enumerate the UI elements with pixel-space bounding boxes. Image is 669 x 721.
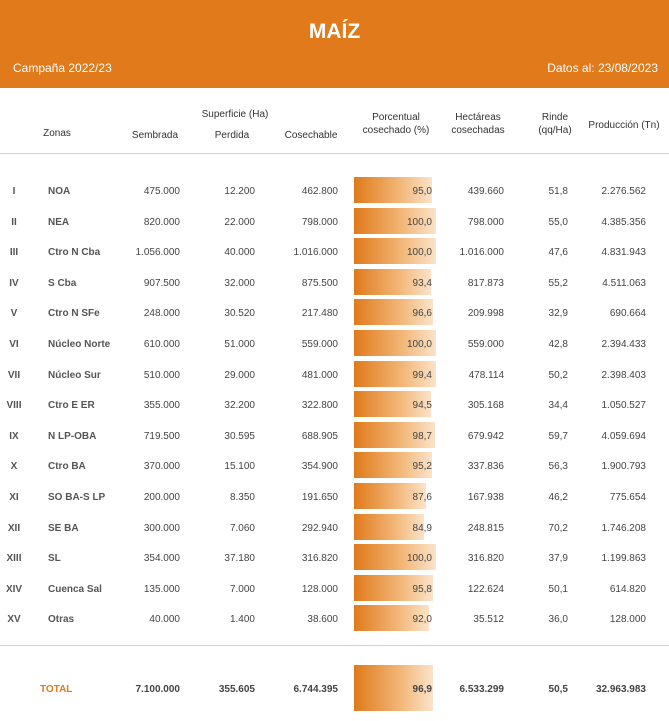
hectareas-cell: 316.820 <box>467 553 504 565</box>
row-number: IV <box>9 277 19 289</box>
total-cosechable: 6.744.395 <box>293 684 338 695</box>
rinde-cell: 55,0 <box>548 216 568 228</box>
row-number: VI <box>9 339 19 350</box>
produccion-cell: 4.831.943 <box>601 247 646 259</box>
zone-name: Ctro N SFe <box>48 308 100 320</box>
total-hectareas: 6.533.299 <box>459 684 504 695</box>
row-number: XI <box>9 492 19 503</box>
cosechable-cell: 38.600 <box>307 614 338 626</box>
col-header-zonas: Zonas <box>43 128 71 139</box>
row-number: XV <box>7 614 21 626</box>
perdida-cell: 12.200 <box>224 186 255 197</box>
cosechable-cell: 688.905 <box>301 430 338 442</box>
hectareas-cell: 122.624 <box>467 583 504 595</box>
produccion-cell: 128.000 <box>609 614 646 626</box>
col-header-produccion: Producción (Tn) <box>588 120 660 131</box>
cosechable-cell: 322.800 <box>301 400 338 412</box>
perdida-cell: 15.100 <box>224 461 255 473</box>
sembrada-cell: 475.000 <box>143 186 180 197</box>
campaign-label: Campaña 2022/23 <box>13 61 112 75</box>
rinde-cell: 34,4 <box>548 400 568 412</box>
col-header-superficie: Superficie (Ha) <box>201 109 269 120</box>
col-header-rinde-line2: (qq/Ha) <box>538 125 572 136</box>
cosechable-cell: 875.500 <box>301 277 338 289</box>
table-row <box>0 453 669 479</box>
row-number: II <box>11 216 17 228</box>
table-row <box>0 178 669 204</box>
zone-name: Ctro E ER <box>48 400 95 412</box>
data-date-label: Datos al: 23/08/2023 <box>547 61 658 75</box>
percent-cell: 95,0 <box>412 186 432 197</box>
table-row <box>0 606 669 632</box>
col-header-rinde <box>530 111 580 137</box>
rinde-cell: 46,2 <box>548 492 568 503</box>
perdida-cell: 30.520 <box>224 308 255 320</box>
percent-cell: 95,8 <box>412 583 432 595</box>
col-header-cosechable: Cosechable <box>284 130 338 141</box>
hectareas-cell: 167.938 <box>467 492 504 503</box>
hectareas-cell: 248.815 <box>467 522 504 534</box>
produccion-cell: 4.059.694 <box>601 430 646 442</box>
col-header-hectareas-line1: Hectáreas <box>455 112 501 123</box>
percent-cell: 100,0 <box>406 247 432 259</box>
produccion-cell: 4.385.356 <box>601 216 646 228</box>
zone-name: Ctro BA <box>48 461 86 473</box>
total-label: TOTAL <box>40 684 73 695</box>
table-row <box>0 576 669 602</box>
zone-name: N LP-OBA <box>48 430 97 442</box>
rinde-cell: 70,2 <box>548 522 568 534</box>
rinde-cell: 42,8 <box>548 339 568 350</box>
rinde-cell: 36,0 <box>548 614 568 626</box>
rinde-cell: 37,9 <box>548 553 568 565</box>
perdida-cell: 51.000 <box>224 339 255 350</box>
header-banner <box>0 0 669 88</box>
percent-cell: 92,0 <box>412 614 432 626</box>
row-number: XII <box>7 522 21 534</box>
table-row <box>0 300 669 326</box>
col-header-porcentual-line2: cosechado (%) <box>362 125 430 136</box>
cosechable-cell: 316.820 <box>301 553 338 565</box>
col-header-porcentual <box>354 111 438 137</box>
percent-cell: 100,0 <box>406 553 432 565</box>
perdida-cell: 29.000 <box>224 369 255 381</box>
produccion-cell: 1.199.863 <box>601 553 646 565</box>
hectareas-cell: 35.512 <box>473 614 504 626</box>
percent-cell: 100,0 <box>406 339 432 350</box>
hectareas-cell: 798.000 <box>467 216 504 228</box>
sembrada-cell: 370.000 <box>143 461 180 473</box>
sembrada-cell: 355.000 <box>143 400 180 412</box>
col-header-perdida: Perdida <box>214 130 250 141</box>
zone-name: Otras <box>48 614 75 626</box>
produccion-cell: 1.746.208 <box>601 522 646 534</box>
produccion-cell: 775.654 <box>609 492 646 503</box>
hectareas-cell: 209.998 <box>467 308 504 320</box>
zone-name: NEA <box>48 216 70 228</box>
rinde-cell: 47,6 <box>548 247 568 259</box>
sembrada-cell: 354.000 <box>143 553 180 565</box>
perdida-cell: 32.000 <box>224 277 255 289</box>
zone-name: SE BA <box>48 522 79 534</box>
row-number: XIII <box>6 553 22 565</box>
rinde-cell: 56,3 <box>548 461 568 473</box>
perdida-cell: 37.180 <box>224 553 255 565</box>
hectareas-cell: 439.660 <box>467 186 504 197</box>
cosechable-cell: 191.650 <box>301 492 338 503</box>
total-rinde: 50,5 <box>548 684 568 695</box>
sembrada-cell: 610.000 <box>143 339 180 350</box>
row-number: VIII <box>6 400 22 412</box>
percent-cell: 99,4 <box>412 369 432 381</box>
row-number: IX <box>9 430 19 442</box>
rinde-cell: 50,2 <box>548 369 568 381</box>
cosechable-cell: 462.800 <box>301 186 338 197</box>
total-percent: 96,9 <box>412 684 432 695</box>
row-number: I <box>12 186 16 197</box>
row-number: X <box>10 461 18 473</box>
total-sembrada: 7.100.000 <box>135 684 180 695</box>
col-header-porcentual-line1: Porcentual <box>372 112 420 123</box>
sembrada-cell: 907.500 <box>143 277 180 289</box>
produccion-cell: 2.394.433 <box>601 339 646 350</box>
rinde-cell: 32,9 <box>548 308 568 320</box>
sembrada-cell: 820.000 <box>143 216 180 228</box>
total-produccion: 32.963.983 <box>595 684 646 695</box>
zone-name: Núcleo Sur <box>48 369 101 381</box>
table-row <box>0 331 669 357</box>
cosechable-cell: 1.016.000 <box>293 247 338 259</box>
table-row <box>0 423 669 449</box>
hectareas-cell: 337.836 <box>467 461 504 473</box>
zone-name: SO BA-S LP <box>48 492 106 503</box>
row-number: V <box>10 308 18 320</box>
sembrada-cell: 248.000 <box>143 308 180 320</box>
row-number: III <box>9 247 19 259</box>
col-header-hectareas <box>440 111 516 137</box>
cosechable-cell: 292.940 <box>301 522 338 534</box>
cosechable-cell: 798.000 <box>301 216 338 228</box>
percent-cell: 96,6 <box>412 308 432 320</box>
col-header-sembrada: Sembrada <box>131 130 179 141</box>
hectareas-cell: 679.942 <box>467 430 504 442</box>
percent-cell: 94,5 <box>412 400 432 412</box>
row-number: XIV <box>5 583 23 595</box>
cosechable-cell: 481.000 <box>301 369 338 381</box>
sembrada-cell: 40.000 <box>149 614 180 626</box>
table-row <box>0 270 669 296</box>
percent-cell: 98,7 <box>412 430 432 442</box>
sembrada-cell: 300.000 <box>143 522 180 534</box>
table-row <box>0 362 669 388</box>
cosechable-cell: 217.480 <box>301 308 338 320</box>
hectareas-cell: 817.873 <box>467 277 504 289</box>
hectareas-cell: 478.114 <box>468 369 504 381</box>
perdida-cell: 7.000 <box>229 583 255 595</box>
col-header-rinde-line1: Rinde <box>541 112 569 123</box>
total-row <box>0 665 669 711</box>
zone-name: S Cba <box>48 277 77 289</box>
cosechable-cell: 559.000 <box>301 339 338 350</box>
perdida-cell: 22.000 <box>224 216 255 228</box>
zone-name: SL <box>48 553 61 565</box>
page-title: MAÍZ <box>308 20 361 43</box>
total-divider <box>0 645 669 646</box>
percent-cell: 93,4 <box>412 277 432 289</box>
percent-cell: 87,6 <box>412 492 432 503</box>
rinde-cell: 59,7 <box>548 430 568 442</box>
sembrada-cell: 1.056.000 <box>135 247 180 259</box>
produccion-cell: 2.398.403 <box>601 369 646 381</box>
percent-cell: 84,9 <box>412 522 432 534</box>
percent-cell: 95,2 <box>412 461 432 473</box>
perdida-cell: 30.595 <box>224 430 255 442</box>
zone-name: Cuenca Sal <box>48 583 102 595</box>
table-row <box>0 392 669 418</box>
header-divider <box>0 153 669 154</box>
produccion-cell: 1.900.793 <box>601 461 646 473</box>
cosechable-cell: 128.000 <box>301 583 338 595</box>
table-row <box>0 209 669 235</box>
hectareas-cell: 305.168 <box>467 400 504 412</box>
perdida-cell: 8.350 <box>229 492 255 503</box>
sembrada-cell: 719.500 <box>143 430 180 442</box>
produccion-cell: 1.050.527 <box>601 400 646 412</box>
produccion-cell: 2.276.562 <box>601 186 646 197</box>
percent-cell: 100,0 <box>406 216 432 228</box>
rinde-cell: 50,1 <box>548 583 568 595</box>
col-header-hectareas-line2: cosechadas <box>451 125 505 136</box>
produccion-cell: 614.820 <box>609 583 646 595</box>
zone-name: Ctro N Cba <box>48 247 101 259</box>
total-perdida: 355.605 <box>218 684 255 695</box>
zone-name: Núcleo Norte <box>48 339 111 350</box>
perdida-cell: 7.060 <box>229 522 255 534</box>
cosechable-cell: 354.900 <box>301 461 338 473</box>
produccion-cell: 690.664 <box>609 308 646 320</box>
rinde-cell: 55,2 <box>548 277 568 289</box>
row-number: VII <box>7 369 21 381</box>
rinde-cell: 51,8 <box>548 186 568 197</box>
sembrada-cell: 200.000 <box>143 492 180 503</box>
perdida-cell: 40.000 <box>224 247 255 259</box>
zone-name: NOA <box>48 186 71 197</box>
sembrada-cell: 135.000 <box>143 583 180 595</box>
hectareas-cell: 1.016.000 <box>459 247 504 259</box>
table-row <box>0 239 669 265</box>
table-row <box>0 484 669 510</box>
perdida-cell: 1.400 <box>229 614 255 626</box>
hectareas-cell: 559.000 <box>467 339 504 350</box>
sembrada-cell: 510.000 <box>143 369 180 381</box>
table-row <box>0 545 669 571</box>
perdida-cell: 32.200 <box>224 400 255 412</box>
produccion-cell: 4.511.063 <box>602 277 646 289</box>
table-row <box>0 515 669 541</box>
